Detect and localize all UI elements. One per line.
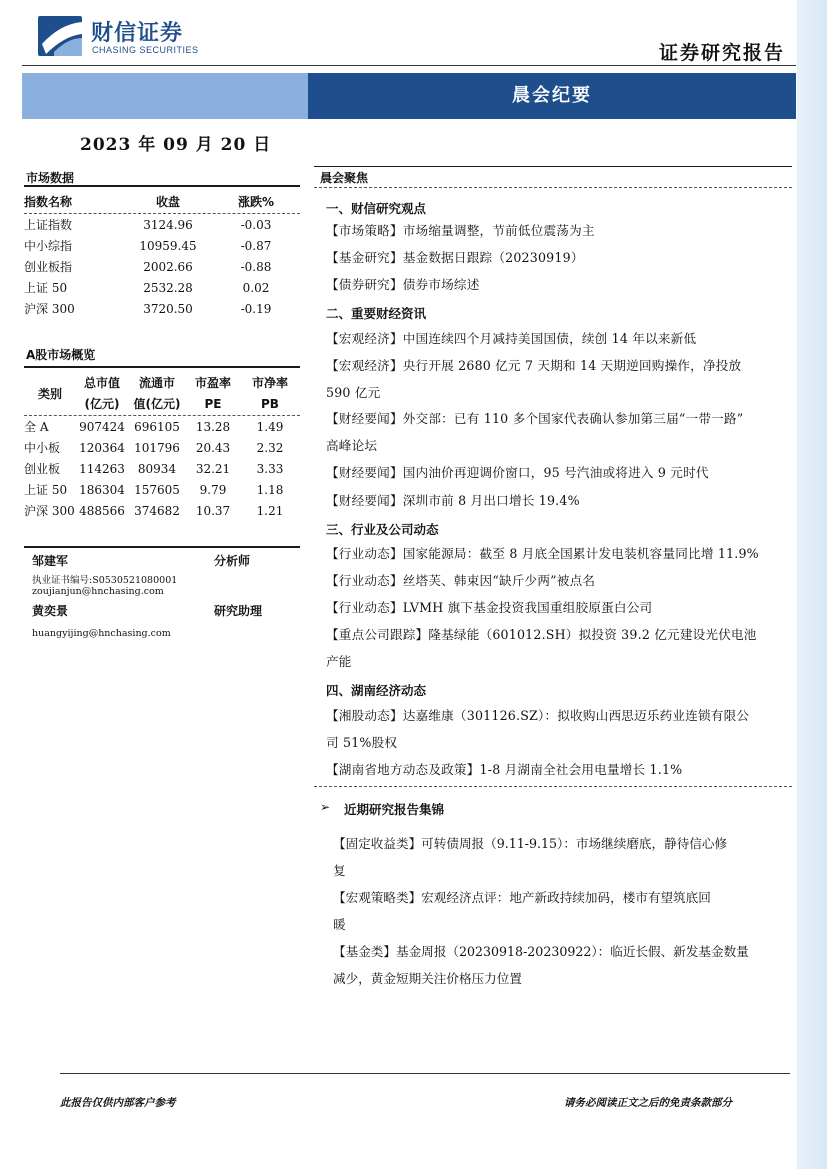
table-row: 上证 50 186304 157605 9.79 1.18 (24, 482, 284, 497)
footer-rule (60, 1073, 790, 1074)
focus-dash-rule (314, 187, 792, 188)
list-item: 司 51%股权 (326, 735, 398, 750)
market-data-title: 市场数据 (26, 171, 75, 185)
column-header: 类别 (37, 386, 62, 401)
table-row: 创业板指 2002.66 -0.88 (24, 259, 272, 274)
column-header: 市盈率 (194, 376, 231, 390)
column-header: 指数名称 (24, 195, 73, 209)
column-header: 总市值 (83, 376, 120, 390)
list-item: 【基金研究】基金数据日跟踪（20230919） (326, 250, 584, 265)
list-item: 【宏观经济】中国连续四个月减持美国国债，续创 14 年以来新低 (326, 331, 697, 346)
focus-top-rule (314, 166, 792, 167)
table-header-row (24, 191, 300, 212)
list-item: 复 (333, 863, 346, 878)
ashare-overview-title: A股市场概览 (26, 348, 96, 362)
banner-title: 晨会纪要 (512, 85, 592, 106)
table-header-row: (亿元) 值(亿元) PE PB (84, 396, 279, 411)
table-row: 上证指数 3124.96 -0.03 (24, 217, 272, 232)
column-header: 市净率 (251, 376, 288, 390)
focus-section-2: 二、重要财经资讯 (326, 306, 427, 321)
analyst-1-name: 邹建军 (32, 554, 69, 568)
list-item: 减少，黄金短期关注价格压力位置 (333, 971, 522, 986)
list-item: 【固定收益类】可转债周报（9.11-9.15）：市场继续磨底，静待信心修 (333, 836, 728, 851)
column-header: 收盘 (155, 195, 180, 209)
page-side-band (797, 0, 827, 1169)
list-item: 【财经要闻】国内油价再迎调价窗口，95 号汽油或将进入 9 元时代 (326, 465, 709, 480)
list-item: 暖 (333, 917, 346, 932)
list-item: 【宏观经济】央行开展 2680 亿元 7 天期和 14 天期逆回购操作，净投放 (326, 358, 742, 373)
column-header: 涨跌% (237, 195, 275, 209)
banner-left-block (22, 73, 308, 119)
table-row: 全 A 907424 696105 13.28 1.49 (24, 419, 284, 434)
list-item: 【行业动态】丝塔芙、韩束因“缺斤少两”被点名 (326, 573, 596, 588)
table-row: 上证 50 2532.28 0.02 (24, 280, 270, 295)
list-item: 【市场策略】市场缩量调整，节前低位震荡为主 (326, 223, 595, 238)
list-item: 产能 (326, 654, 352, 669)
list-item: 【重点公司跟踪】隆基绿能（601012.SH）拟投资 39.2 亿元建设光伏电池 (326, 627, 757, 642)
footer-disclaimer-note: 请务必阅读正文之后的免责条款部分 (564, 1097, 732, 1109)
list-item: 【基金类】基金周报（20230918-20230922）：临近长假、新发基金数量 (333, 944, 749, 959)
table-row: 中小综指 10959.45 -0.87 (24, 238, 272, 253)
recent-reports-title: 近期研究报告集锦 (344, 802, 445, 817)
ashare-overview-table (24, 372, 300, 521)
market-data-table (24, 191, 300, 319)
focus-section-3: 三、行业及公司动态 (326, 522, 439, 537)
recent-bullet-icon: ➢ (320, 800, 331, 814)
focus-title: 晨会聚焦 (320, 171, 369, 185)
analyst-2-email[interactable]: huangyijing@hnchasing.com (32, 628, 171, 639)
logo-text-cn: 财信证券 (91, 21, 184, 46)
table-row: 创业板 114263 80934 32.21 3.33 (24, 461, 284, 476)
recent-top-rule (314, 786, 792, 787)
list-item: 590 亿元 (326, 385, 381, 400)
logo-text-en: CHASING SECURITIES (92, 45, 199, 55)
analyst-1-cert: 执业证书编号:S0530521080001 (32, 575, 178, 586)
table-row: 沪深 300 3720.50 -0.19 (24, 301, 272, 316)
column-header: 流通市 (138, 376, 175, 390)
list-item: 【行业动态】国家能源局：截至 8 月底全国累计发电装机容量同比增 11.9% (326, 546, 759, 561)
company-logo (36, 14, 236, 62)
analyst-1-role: 分析师 (214, 554, 251, 568)
report-date: 2023 年 09 月 20 日 (80, 135, 272, 155)
focus-section-1: 一、财信研究观点 (326, 201, 427, 216)
analyst-1-email[interactable]: zoujianjun@hnchasing.com (32, 586, 164, 597)
list-item: 【财经要闻】外交部：已有 110 多个国家代表确认参加第三届“一带一路” (326, 411, 744, 426)
list-item: 【债券研究】债券市场综述 (326, 277, 480, 292)
analyst-2-role: 研究助理 (214, 604, 263, 618)
list-item: 【宏观策略类】宏观经济点评：地产新政持续加码，楼市有望筑底回 (333, 890, 711, 905)
header-rule (22, 65, 796, 66)
list-item: 【湖南省地方动态及政策】1-8 月湖南全社会用电量增长 1.1% (326, 762, 683, 777)
ashare-overview-rule (24, 366, 300, 368)
table-row: 沪深 300 488566 374682 10.37 1.21 (24, 503, 284, 518)
list-item: 【财经要闻】深圳市前 8 月出口增长 19.4% (326, 493, 580, 508)
focus-section-4: 四、湖南经济动态 (326, 683, 427, 698)
list-item: 高峰论坛 (326, 438, 378, 453)
footer-left-note: 此报告仅供内部客户参考 (60, 1097, 176, 1109)
list-item: 【行业动态】LVMH 旗下基金投资我国重组胶原蛋白公司 (326, 600, 653, 615)
analyst-2-name: 黄奕景 (32, 604, 69, 618)
report-type: 证券研究报告 (658, 42, 785, 64)
market-data-rule (24, 185, 300, 187)
table-row: 中小板 120364 101796 20.43 2.32 (24, 440, 284, 455)
logo-mark-icon (36, 14, 88, 58)
analyst-rule (24, 546, 300, 548)
list-item: 【湘股动态】达嘉维康（301126.SZ）：拟收购山西思迈乐药业连锁有限公 (326, 708, 750, 723)
table-header-row (24, 372, 300, 393)
